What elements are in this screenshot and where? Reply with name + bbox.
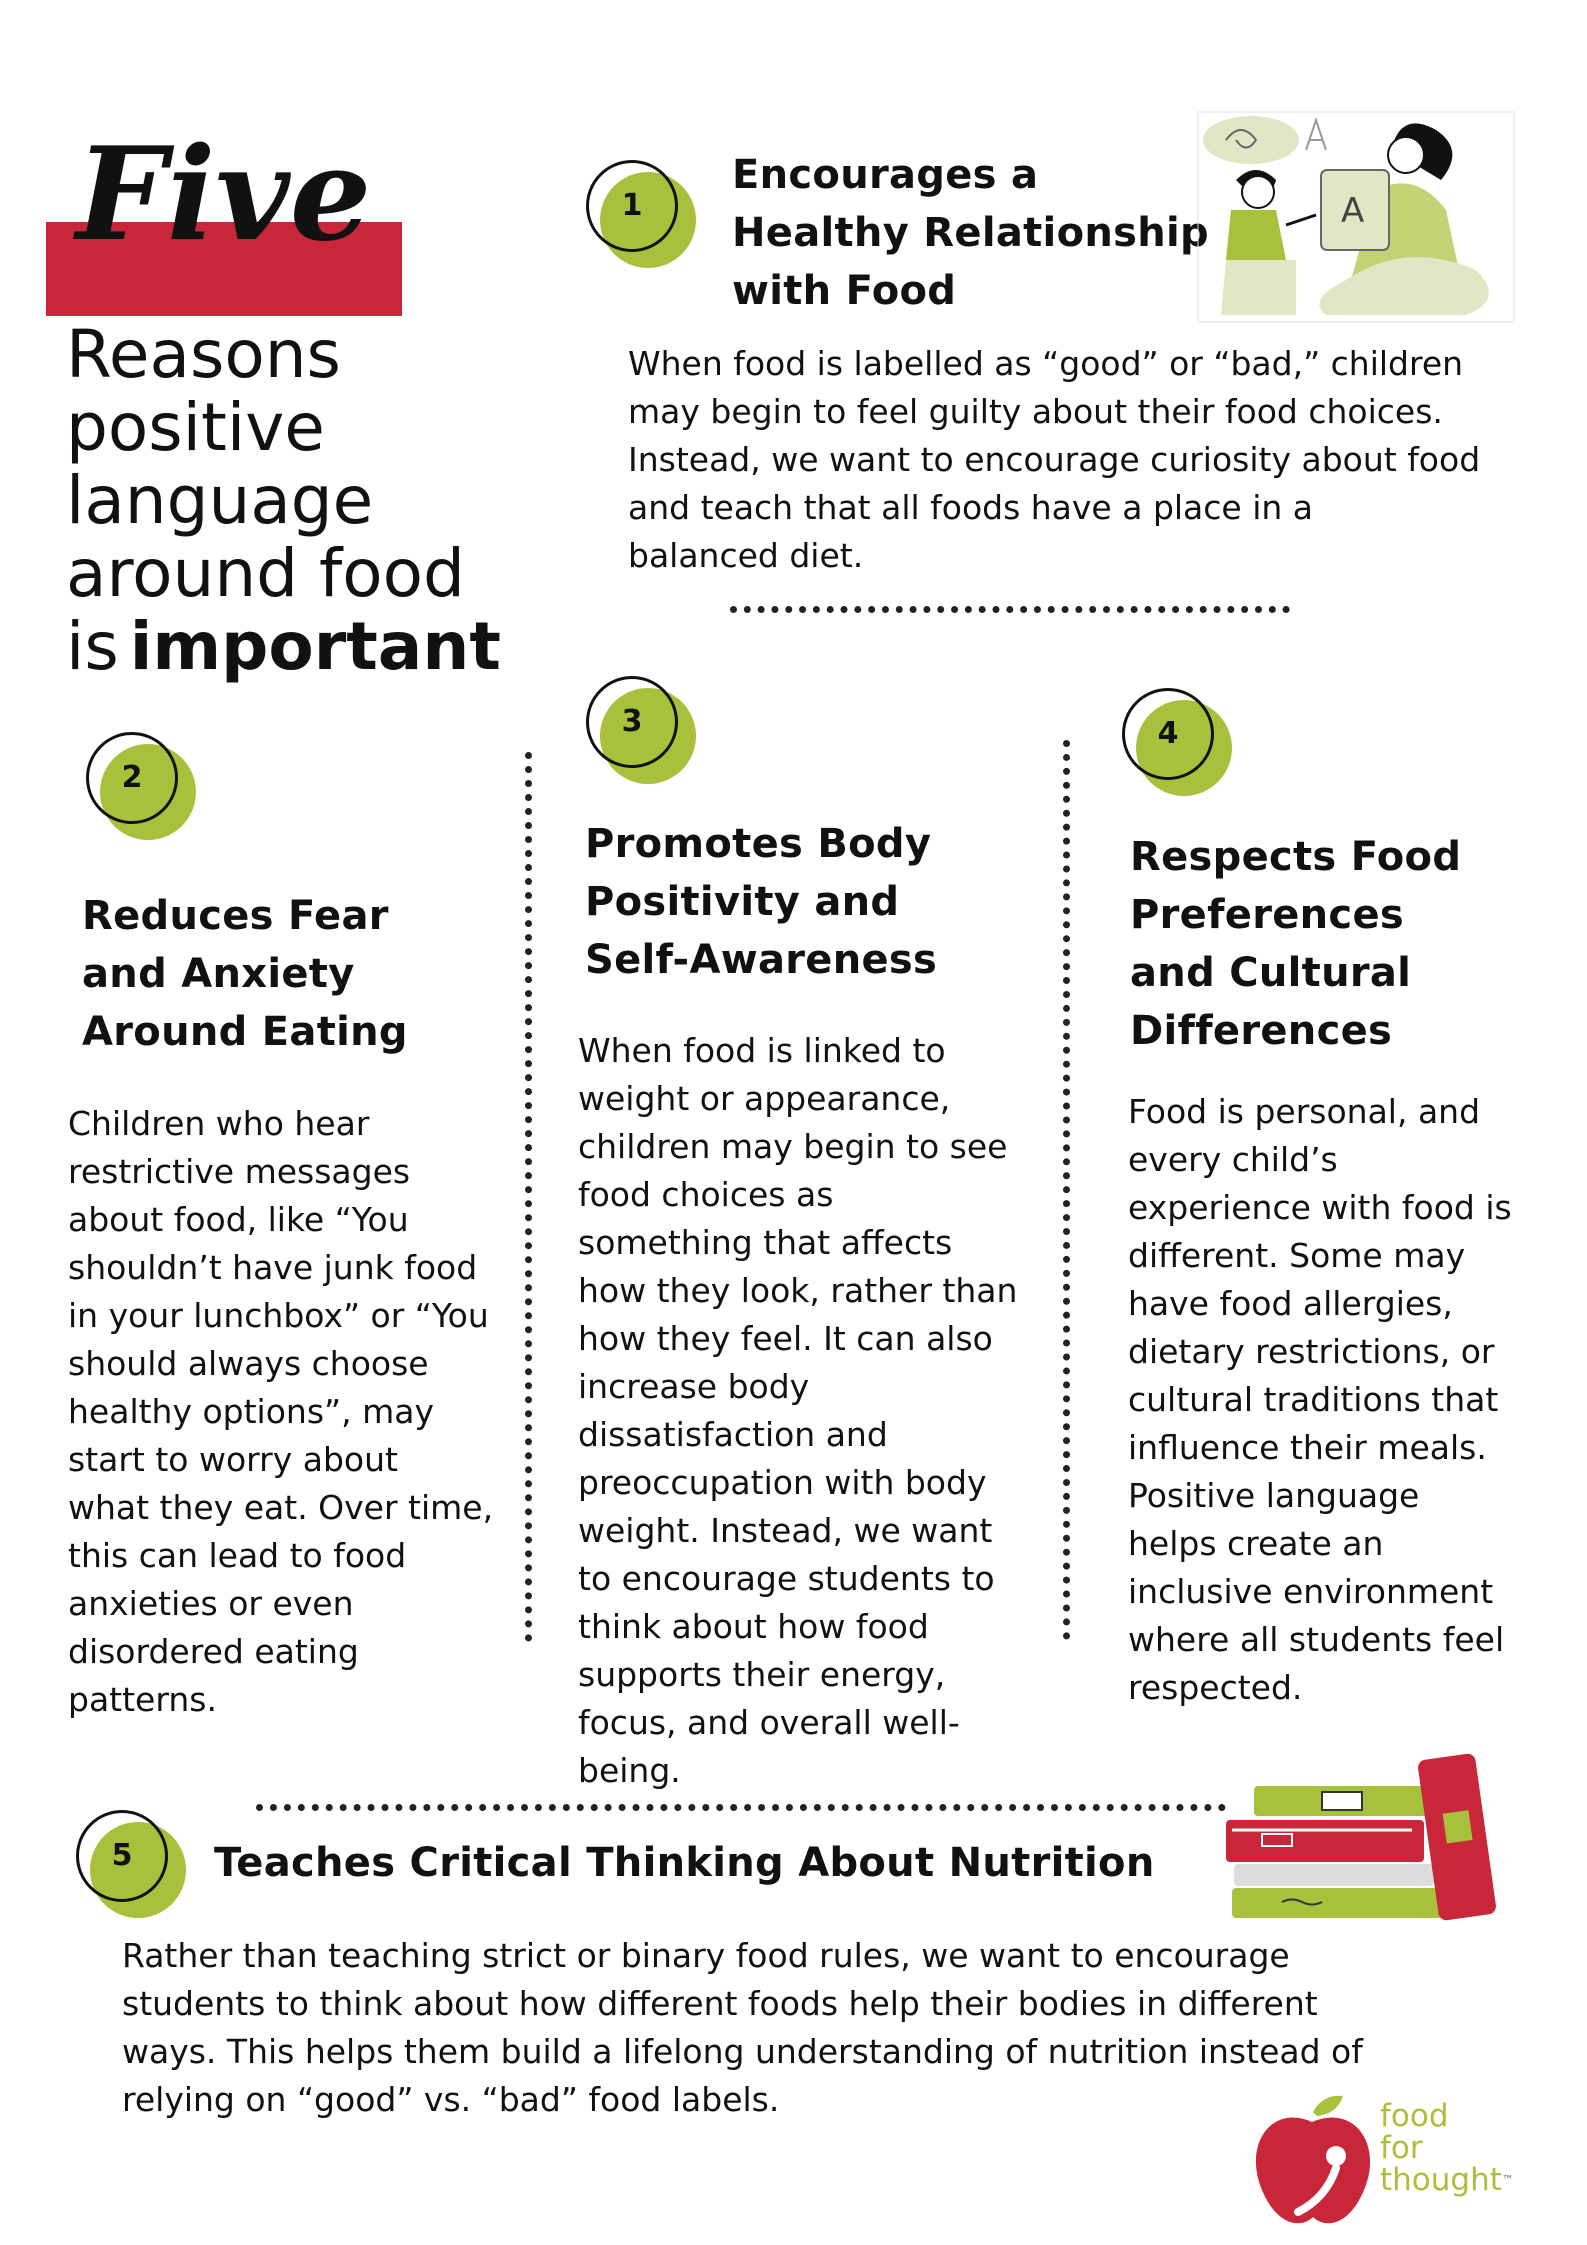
number-badge-4: 4 [1122,688,1230,796]
divider-dotted-vertical [1063,740,1070,1640]
divider-dotted-vertical [525,752,532,1642]
section-4-body: Food is personal, and every child’s experience with food is different. Some may have food allergies, dietary restrictions, or cultural traditions that influence their meals. Positive language helps create an inclusive environment where all students feel respected. [1128,1092,1512,1707]
number-badge-3: 3 [586,676,694,784]
logo-wordmark: food for thought™ [1380,2098,1514,2198]
number-badge-2: 2 [86,732,194,840]
stacked-books-illustration [1222,1752,1502,1922]
mother-child-learning-illustration [1196,110,1516,325]
title-line: around food [66,535,465,612]
title-line: Reasons [66,316,341,393]
title-line: positive [66,389,325,466]
number-badge-5: 5 [76,1810,184,1918]
section-4-heading: Respects Food Preferences and Cultural Differences [1130,834,1462,1054]
title-plain-word: is [66,608,119,685]
apple-logo-icon [1248,2092,1378,2232]
section-1-heading: Encourages a Healthy Relationship with Food [732,152,1209,314]
title-bold-word: important [129,608,501,685]
section-3-heading: Promotes Body Positivity and Self-Awareness [585,821,938,983]
title-line [66,610,501,683]
section-2-heading: Reduces Fear and Anxiety Around Eating [82,893,408,1055]
title-line: language [66,462,374,539]
divider-dotted [730,606,1290,613]
title-text [66,318,501,683]
section-3-body: When food is linked to weight or appearance, children may begin to see food choices as something that affects how they look, rather than how they feel. It can also increase body dissatisfaction and preoccupation with body weight. Instead, we want to encourage students to think about how food supports their energy, focus, and overall well- being. [578,1031,1018,1790]
svg-text:A: A [1341,191,1365,231]
section-5-heading: Teaches Critical Thinking About Nutrition [214,1840,1155,1886]
section-5-body: Rather than teaching strict or binary food rules, we want to encourage students to think about how different foods help their bodies in different ways. This helps them build a lifelong understanding of nutrition instead of relying on “good” vs. “bad” food labels. [122,1936,1363,2119]
number-badge-1: 1 [586,160,694,268]
divider-dotted [256,1804,1226,1811]
title-script-word: Five [76,120,372,270]
section-2-body: Children who hear restrictive messages about food, like “You shouldn’t have junk food in your lunchbox” or “You should always choose healthy options”, may start to worry about what they eat. Over time, this can lead to food anxieties or even disordered eating patterns. [68,1104,494,1719]
section-1-body: When food is labelled as “good” or “bad,” children may begin to feel guilty about their food choices. Instead, we want to encourage curiosity about food and teach that all foods have a place in a balanced diet. [628,344,1481,575]
